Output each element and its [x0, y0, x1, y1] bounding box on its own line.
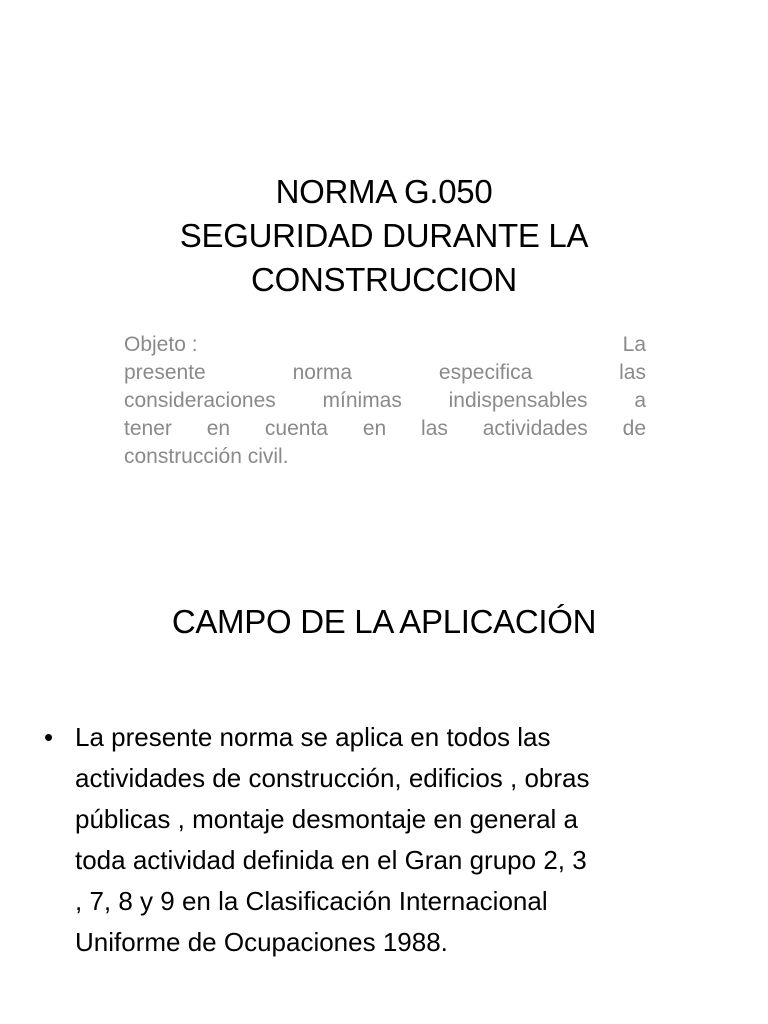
bullet-line: La presente norma se aplica en todos las: [75, 722, 551, 752]
objeto-paragraph: [124, 331, 646, 471]
slide-1-title: [0, 170, 768, 302]
title-line-2: SEGURIDAD DURANTE LA: [179, 217, 589, 254]
objeto-word: las: [619, 361, 646, 384]
bullet-text: [75, 717, 715, 963]
objeto-word: especifica: [438, 361, 533, 384]
objeto-line-3: consideraciones mínimas indispensables a: [124, 389, 646, 412]
objeto-line-1: [124, 331, 646, 359]
bullet-line: públicas , montaje desmontaje en general a: [75, 804, 578, 834]
bullet-line: Uniforme de Ocupaciones 1988.: [75, 927, 448, 957]
bullet-line: toda actividad definida en el Gran grupo 2, 3: [75, 845, 587, 875]
title-line-1: NORMA G.050: [275, 173, 493, 210]
title-line-3: CONSTRUCCION: [251, 261, 517, 298]
objeto-line-2: [124, 359, 646, 387]
bullet-line: actividades de construcción, edificios , obras: [75, 763, 590, 793]
bullet-line: , 7, 8 y 9 en la Clasificación Internacional: [75, 886, 548, 916]
objeto-word: presente: [124, 361, 206, 384]
objeto-word-la: La: [622, 333, 646, 356]
objeto-line-4: tener en cuenta en las actividades de: [124, 417, 646, 440]
section-heading: CAMPO DE LA APLICACIÓN: [171, 603, 597, 640]
objeto-label: Objeto :: [124, 333, 198, 356]
slide-2: [0, 512, 768, 1024]
objeto-line-5: construcción civil.: [124, 445, 289, 468]
objeto-word: norma: [292, 361, 353, 384]
bullet-icon: •: [44, 722, 54, 752]
